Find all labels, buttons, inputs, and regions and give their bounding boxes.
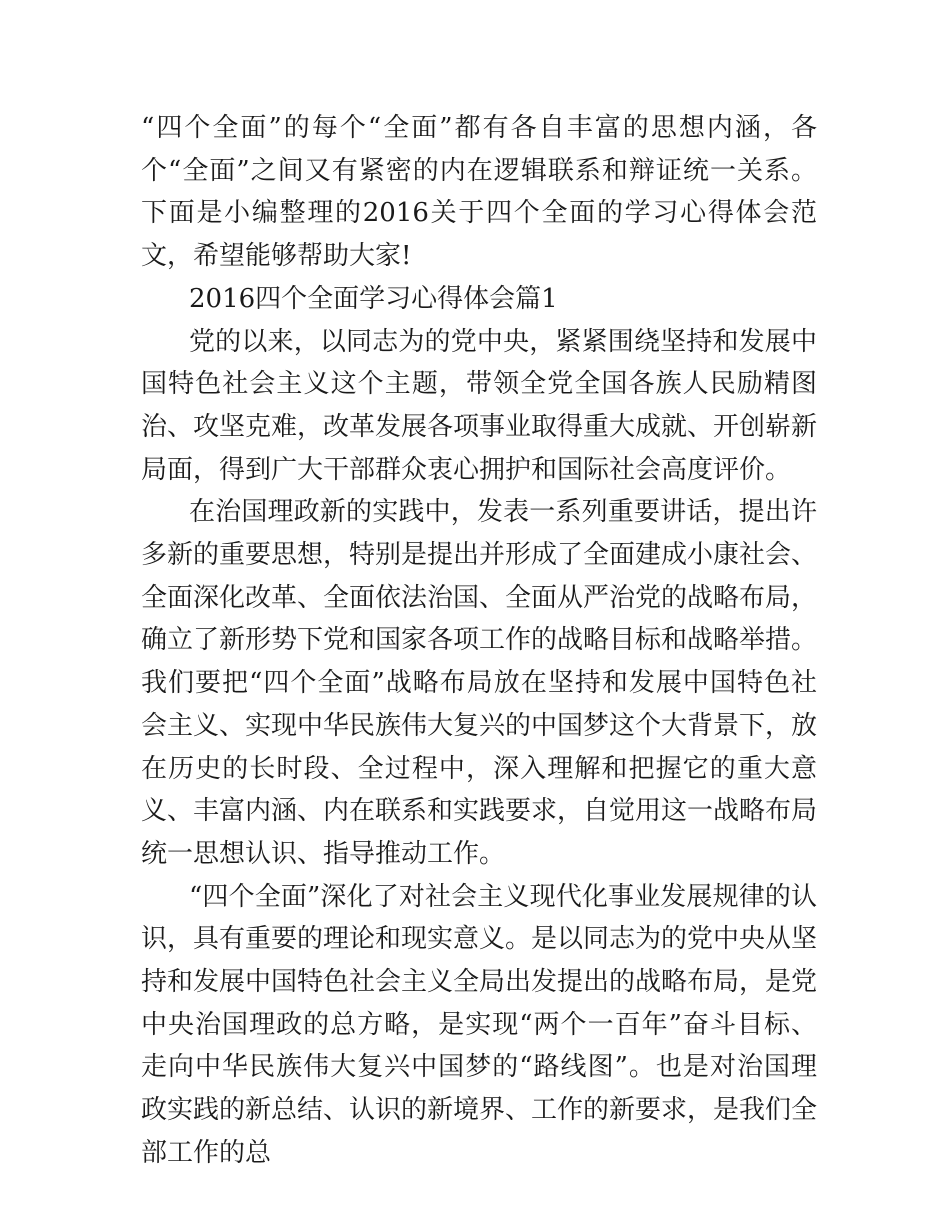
- section-heading: 2016四个全面学习心得体会篇1: [189, 283, 558, 314]
- body-paragraph: 党的以来，以同志为的党中央，紧紧围绕坚持和发展中国特色社会主义这个主题，带领全党全国各族人民励精图治、攻坚克难，改革发展各项事业取得重大成就、开创崭新局面，得到广大干部群众衷心拥护和国际社会高度评价。: [141, 326, 818, 485]
- intro-paragraph: “四个全面”的每个“全面”都有各自丰富的思想内涵，各个“全面”之间又有紧密的内在逻辑联系和辩证统一关系。下面是小编整理的2016关于四个全面的学习心得体会范文，希望能够帮助大家!: [141, 113, 817, 272]
- body-paragraph: “四个全面”深化了对社会主义现代化事业发展规律的认识，具有重要的理论和现实意义。是以同志为的党中央从坚持和发展中国特色社会主义全局出发提出的战略布局，是党中央治国理政的总方略，是实现“两个一百年”奋斗目标、走向中华民族伟大复兴中国梦的“路线图”。也是对治国理政实践的新总结、认识的新境界、工作的新要求，是我们全部工作的总: [141, 881, 818, 1168]
- body-paragraph: 在治国理政新的实践中，发表一系列重要讲话，提出许多新的重要思想，特别是提出并形成了全面建成小康社会、全面深化改革、全面依法治国、全面从严治党的战略布局，确立了新形势下党和国家各项工作的战略目标和战略举措。我们要把“四个全面”战略布局放在坚持和发展中国特色社会主义、实现中华民族伟大复兴的中国梦这个大背景下，放在历史的长时段、全过程中，深入理解和把握它的重大意义、丰富内涵、内在联系和实践要求，自觉用这一战略布局统一思想认识、指导推动工作。: [141, 497, 818, 869]
- document-body: [141, 107, 817, 1175]
